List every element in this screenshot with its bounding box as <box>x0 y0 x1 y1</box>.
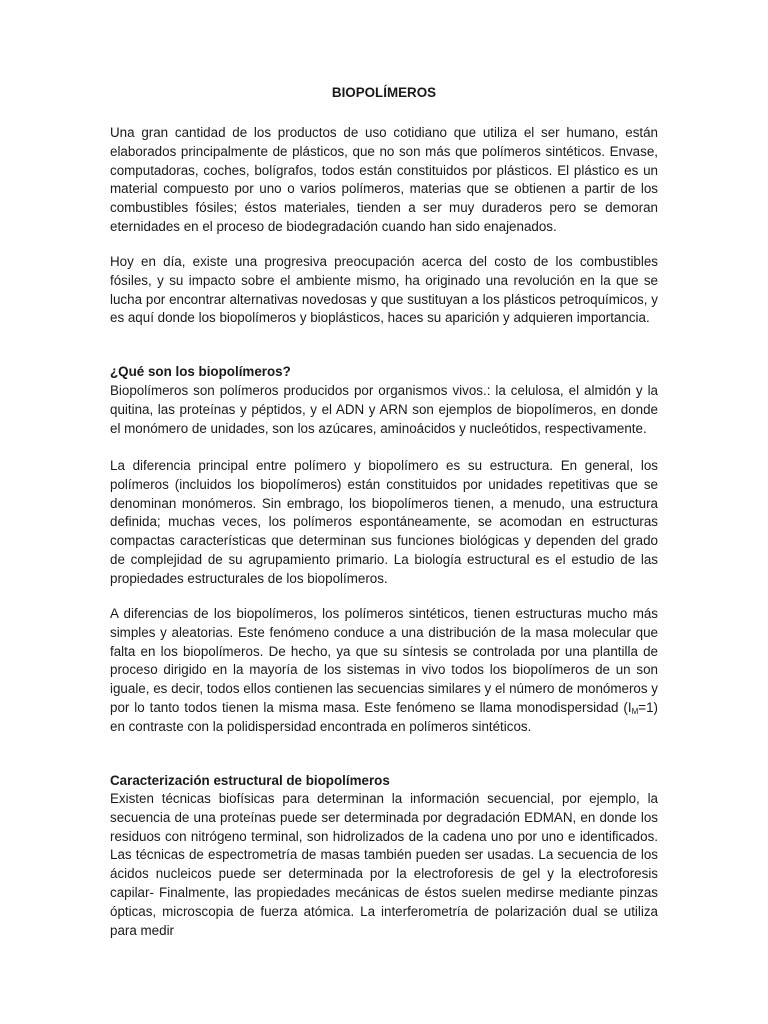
paragraph-synthetic-text-a: A diferencias de los biopolímeros, los polímeros sintéticos, tienen estructuras mucho más simples y aleatorias. Este fenómeno conduce a una distribución de la masa molecular que falta en los biopolímeros. De hecho, ya que su síntesis se controlada por una plantilla de proceso dirigido en la mayoría de los sistemas in vivo todos los biopolímeros de un son iguale, es decir, todos ellos contienen las secuencias similares y el número de monómeros y por lo tanto todos tienen la misma masa. Este fenómeno se llama monodispersidad (I <box>110 606 658 715</box>
paragraph-definition: Biopolímeros son polímeros producidos por organismos vivos.: la celulosa, el almidón y la quitina, las proteínas y péptidos, y el ADN y ARN son ejemplos de biopolímeros, en donde el monómero de unidades, son los azúcares, aminoácidos y nucleótidos, respectivamente. <box>110 383 658 436</box>
paragraph-characterization: Existen técnicas biofísicas para determinan la información secuencial, por ejemplo, la secuencia de una proteínas puede ser determinada por degradación EDMAN, en donde los residuos con nitrógeno terminal, son hidrolizados de la cadena uno por uno e identificados. Las técnicas de espectrometría de masas también pueden ser usadas. La secuencia de los ácidos nucleicos puede ser determinada por la electroforesis de gel y la electroforesis capilar- Finalmente, las propiedades mecánicas de éstos suelen medirse mediante pinzas ópticas, microscopia de fuerza atómica. La interferometría de polarización dual se utiliza para medir <box>110 791 658 938</box>
section-heading-characterization: Caracterización estructural de biopolímeros <box>110 773 390 788</box>
section-heading-what-are: ¿Qué son los biopolímeros? <box>110 364 291 379</box>
paragraph-context: Hoy en día, existe una progresiva preocupación acerca del costo de los combustibles fósiles, y su impacto sobre el ambiente mismo, ha originado una revolución en la que se lucha por encontrar alternativas novedosas y que sustituyan a los plásticos petroquímicos, y es aquí donde los biopolímeros y bioplásticos, haces su aparición y adquieren importancia. <box>110 254 658 326</box>
paragraph-intro: Una gran cantidad de los productos de uso cotidiano que utiliza el ser humano, están elaborados principalmente de plásticos, que no son más que polímeros sintéticos. Envase, computadoras, coches, bolígrafos, todos están constituidos por plásticos. El plástico es un material compuesto por uno o varios polímeros, materias que se obtienen a partir de los combustibles fósiles; éstos materiales, tienden a ser muy duraderos pero se demoran eternidades en el proceso de biodegradación cuando han sido enajenados. <box>110 125 658 234</box>
monodispersity-subscript: M <box>631 706 639 716</box>
document-title: BIOPOLÍMEROS <box>331 85 437 100</box>
paragraph-synthetic-text-b: =1) en contraste con la polidispersidad encontrada en polímeros sintéticos. <box>110 699 658 734</box>
paragraph-difference: La diferencia principal entre polímero y biopolímero es su estructura. En general, los polímeros (incluidos los biopolímeros) están constituidos por unidades repetitivas que se denominan monómeros. Sin embrago, los biopolímeros tienen, a menudo, una estructura definida; muchas veces, los polímeros espontáneamente, se acomodan en estructuras compactas características que determinan sus funciones biológicas y dependen del grado de complejidad de su agrupamiento primario. La biología estructural es el estudio de las propiedades estructurales de los biopolímeros. <box>110 458 658 586</box>
paragraph-synthetic-comparison <box>110 605 658 737</box>
